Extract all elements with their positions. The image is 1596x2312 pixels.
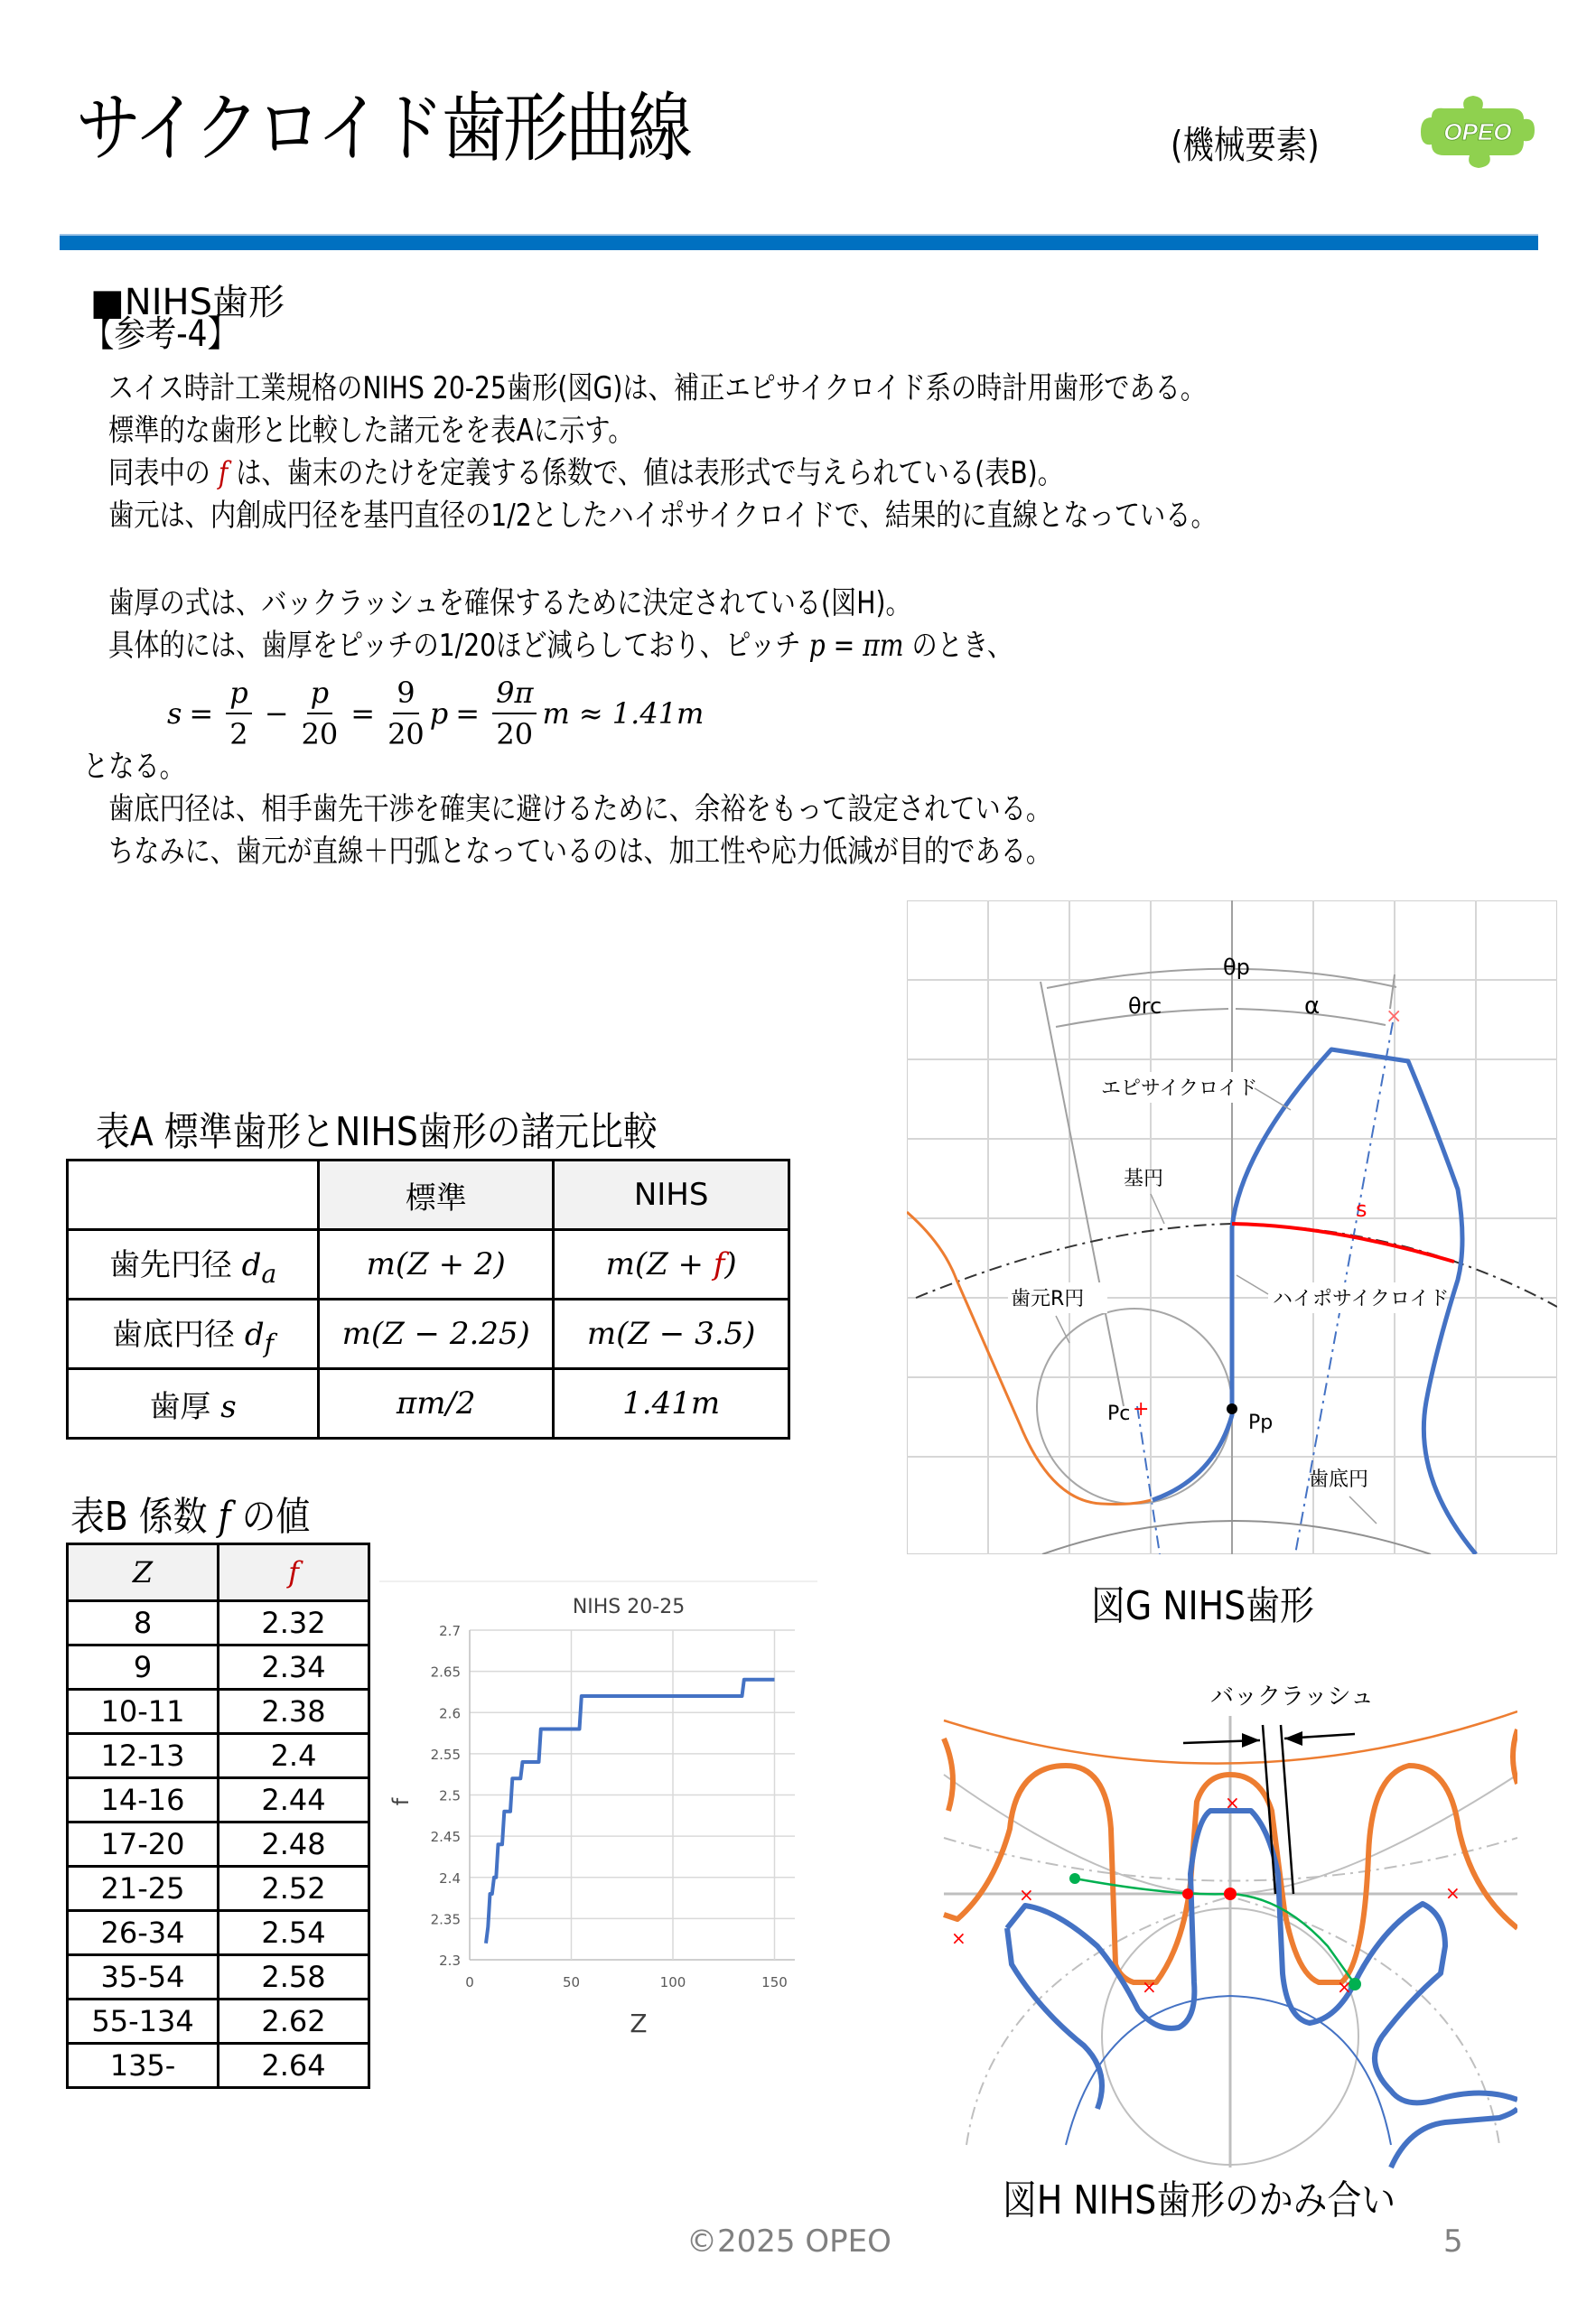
- y-tick-label: 2.35: [430, 1911, 461, 1928]
- text-line: 歯元は、内創成円径を基円直径の1/2としたハイポサイクロイドで、結果的に直線となっている。: [108, 498, 1217, 534]
- y-tick-label: 2.3: [439, 1953, 461, 1969]
- table-row: [68, 1778, 369, 1823]
- y-tick-label: 2.65: [430, 1664, 461, 1681]
- fraction: [226, 673, 251, 754]
- f-cell: 2.58: [219, 1955, 369, 2000]
- y-tick-labels: [431, 1623, 461, 1969]
- x-axis-label: Z: [630, 2009, 648, 2038]
- f-cell: 2.54: [219, 1911, 369, 1955]
- f-cell: 2.32: [219, 1601, 369, 1645]
- pitch-point: [1224, 1888, 1237, 1900]
- z-cell: 21-25: [68, 1867, 219, 1911]
- series-line-f: [486, 1680, 775, 1944]
- subscript: f: [264, 1328, 275, 1358]
- table-row: [68, 1645, 369, 1690]
- formula-term: p: [429, 696, 449, 731]
- reference-label: 【参考-4】: [83, 313, 238, 355]
- chart-title: NIHS 20-25: [572, 1596, 686, 1618]
- cell: m(Z + 2): [319, 1230, 554, 1300]
- header-cell: f: [219, 1544, 369, 1601]
- equals-sign: =: [350, 696, 376, 731]
- f-cell: 2.52: [219, 1867, 369, 1911]
- page-title: サイクロイド歯形曲線: [76, 84, 690, 172]
- x-mark-icon: ×: [1337, 1976, 1352, 1998]
- x-mark-icon: ×: [1445, 1882, 1461, 1904]
- figure-g-nihs-tooth-profile: [907, 900, 1557, 1554]
- contact-start-point: [1069, 1873, 1080, 1884]
- table-header-row: [68, 1161, 789, 1230]
- arrow-head-icon: [1242, 1733, 1260, 1748]
- logo-text: OPEO: [1443, 118, 1512, 145]
- label-base-circle: 基円: [1124, 1168, 1164, 1190]
- z-cell: 135-: [68, 2044, 219, 2088]
- table-row: [68, 1867, 369, 1911]
- paragraph-3: [108, 788, 1051, 873]
- y-tick-label: 2.6: [439, 1705, 461, 1722]
- row-label: [68, 1300, 319, 1369]
- header-cell: Z: [68, 1544, 219, 1601]
- y-tick-label: 2.4: [439, 1869, 461, 1887]
- row-label: [68, 1230, 319, 1300]
- arrow-head-icon: [1284, 1731, 1302, 1746]
- paragraph-2: [108, 583, 1013, 667]
- table-row: [68, 2000, 369, 2044]
- addendum-mark-icon: ×: [1386, 1005, 1403, 1028]
- y-tick-label: 2.45: [430, 1829, 461, 1846]
- x-tick-label: 150: [761, 1974, 788, 1990]
- tooth-thickness-formula: [167, 668, 704, 759]
- equals-sign: =: [189, 696, 214, 731]
- table-row: [68, 1230, 789, 1300]
- z-cell: 35-54: [68, 1955, 219, 2000]
- heading-bullet: ■: [90, 282, 125, 323]
- x-mark-icon: ×: [1142, 1976, 1157, 1998]
- text-line: 歯底円径は、相手歯先干渉を確実に避けるために、余裕をもって設定されている。: [108, 791, 1052, 827]
- text-span: 同表中の: [108, 455, 219, 491]
- label-theta-rc: θrc: [1128, 993, 1162, 1019]
- heading-text: NIHS歯形: [124, 282, 285, 323]
- caption-text: 表B 係数: [70, 1494, 219, 1540]
- y-tick-label: 2.5: [439, 1787, 461, 1804]
- table-row: [68, 1369, 789, 1439]
- label-s: s: [1356, 1197, 1367, 1222]
- text-span: のとき、: [903, 628, 1013, 664]
- denominator: 20: [301, 717, 339, 751]
- table-row: [68, 1911, 369, 1955]
- z-cell: 17-20: [68, 1823, 219, 1867]
- table-row: [68, 1823, 369, 1867]
- figure-g-caption: 図G NIHS歯形: [1091, 1583, 1314, 1629]
- denominator: 20: [496, 717, 534, 751]
- table-b: [66, 1543, 370, 2089]
- symbol: s: [220, 1388, 237, 1425]
- z-cell: 55-134: [68, 2000, 219, 2044]
- formula-lhs: s: [167, 696, 182, 731]
- text-span: 具体的には、歯厚をピッチの1/20ほど減らしており、ピッチ: [108, 628, 809, 664]
- x-tick-label: 50: [562, 1974, 581, 1990]
- table-row: [68, 1300, 789, 1369]
- conclusion-text: となる。: [83, 749, 185, 785]
- cell: m(Z − 2.25): [319, 1300, 554, 1369]
- equals-sign: =: [455, 696, 481, 731]
- x-tick-label: 0: [465, 1974, 474, 1990]
- variable-f: f: [713, 1246, 725, 1282]
- f-cell: 2.62: [219, 2000, 369, 2044]
- small-gear-teeth: [1007, 1811, 1517, 2109]
- point-pc-icon: +: [1133, 1398, 1150, 1421]
- label-root-r-circle: 歯元R円: [1011, 1288, 1085, 1310]
- minus-sign: −: [264, 696, 289, 731]
- text-line: ちなみに、歯元が直線＋円弧となっているのは、加工性や応力低減が目的である。: [108, 834, 1052, 870]
- y-axis-label: f: [388, 1797, 414, 1806]
- fraction: [387, 673, 425, 754]
- figure-h-gear-mesh: [939, 1675, 1517, 2181]
- contact-point: [1182, 1888, 1193, 1899]
- z-cell: 26-34: [68, 1911, 219, 1955]
- cell-text: ): [724, 1246, 737, 1282]
- point-pp: [1227, 1403, 1237, 1414]
- subscript: a: [261, 1258, 277, 1289]
- title-underline-bar: [60, 234, 1538, 250]
- x-mark-icon: ×: [1225, 1792, 1240, 1813]
- table-row: [68, 2044, 369, 2088]
- variable-f: f: [218, 455, 229, 491]
- f-vs-z-chart: [379, 1580, 817, 2050]
- x-mark-icon: ×: [1019, 1884, 1034, 1906]
- cell: [554, 1230, 789, 1300]
- f-cell: 2.44: [219, 1778, 369, 1823]
- symbol: d: [241, 1247, 262, 1284]
- base-circle-small: [966, 1897, 1499, 2145]
- figure-h-caption: 図H NIHS歯形のかみ合い: [1003, 2177, 1396, 2223]
- text-line: [108, 625, 1013, 667]
- page-category: (機械要素): [1171, 123, 1320, 167]
- f-cell: 2.4: [219, 1734, 369, 1778]
- table-row: [68, 1601, 369, 1645]
- z-cell: 12-13: [68, 1734, 219, 1778]
- label-pp: Pp: [1248, 1412, 1274, 1434]
- label-theta-p: θp: [1223, 955, 1250, 980]
- table-row: [68, 1734, 369, 1778]
- backlash-line-right: [1281, 1725, 1293, 1894]
- f-cell: 2.48: [219, 1823, 369, 1867]
- formula-term: m: [542, 696, 570, 731]
- label-alpha: α: [1304, 993, 1321, 1020]
- z-cell: 8: [68, 1601, 219, 1645]
- table-a: [66, 1159, 790, 1440]
- y-tick-label: 2.7: [439, 1623, 461, 1639]
- fraction: [302, 673, 339, 754]
- z-cell: 9: [68, 1645, 219, 1690]
- denominator: 20: [387, 717, 425, 751]
- page-number: 5: [1443, 2223, 1463, 2260]
- label-root-circle: 歯底円: [1309, 1468, 1369, 1491]
- f-cell: 2.34: [219, 1645, 369, 1690]
- numerator: p: [307, 673, 332, 714]
- copyright: ©2025 OPEO: [686, 2223, 891, 2260]
- header-cell: [68, 1161, 319, 1230]
- text-line: 歯厚の式は、バックラッシュを確保するために決定されている(図H)。: [108, 585, 911, 621]
- label-text: 歯厚: [149, 1388, 211, 1425]
- cell-text: m(Z +: [605, 1246, 714, 1282]
- table-a-caption: 表A 標準歯形とNIHS歯形の諸元比較: [96, 1109, 658, 1155]
- numerator: 9: [393, 673, 418, 714]
- label-text: 歯先円径: [108, 1247, 232, 1284]
- text-line: [108, 452, 1217, 495]
- denominator: 2: [229, 717, 248, 751]
- formula-result: ≈ 1.41m: [578, 696, 705, 731]
- z-cell: 14-16: [68, 1778, 219, 1823]
- label-epicycloid: エピサイクロイド: [1101, 1077, 1258, 1100]
- x-tick-labels: [465, 1974, 788, 1990]
- root-circle-small: [1066, 1996, 1391, 2145]
- opeo-logo: [1414, 90, 1540, 172]
- z-cell: 10-11: [68, 1690, 219, 1734]
- symbol: d: [244, 1317, 265, 1354]
- text-line: 標準的な歯形と比較した諸元をを表Aに示す。: [108, 413, 634, 449]
- x-tick-label: 100: [659, 1974, 686, 1990]
- header-cell: NIHS: [554, 1161, 789, 1230]
- label-backlash: バックラッシュ: [1210, 1683, 1374, 1711]
- f-cell: 2.64: [219, 2044, 369, 2088]
- row-label: [68, 1369, 319, 1439]
- label-hypocycloid: ハイポサイクロイド: [1273, 1288, 1450, 1310]
- label-pc: Pc: [1107, 1403, 1131, 1425]
- caption-text: の値: [230, 1494, 311, 1540]
- table-header-row: [68, 1544, 369, 1601]
- table-row: [68, 1955, 369, 2000]
- f-cell: 2.38: [219, 1690, 369, 1734]
- paragraph-1: [108, 368, 1217, 537]
- numerator: 9π: [492, 673, 537, 714]
- variable-f: f: [218, 1494, 231, 1540]
- puzzle-logo-icon: [1414, 90, 1540, 172]
- header-cell: 標準: [319, 1161, 554, 1230]
- cell: m(Z − 3.5): [554, 1300, 789, 1369]
- table-row: [68, 1690, 369, 1734]
- numerator: p: [226, 673, 251, 714]
- fraction: [492, 673, 537, 754]
- table-b-caption: [70, 1484, 310, 1542]
- cell: πm/2: [319, 1369, 554, 1439]
- cell: 1.41m: [554, 1369, 789, 1439]
- x-mark-icon: ×: [951, 1927, 966, 1949]
- section-heading: [90, 274, 285, 325]
- y-tick-label: 2.55: [430, 1746, 461, 1763]
- label-text: 歯底円径: [112, 1317, 236, 1354]
- pitch-equation: p = πm: [808, 628, 904, 664]
- text-line: スイス時計工業規格のNIHS 20-25歯形(図G)は、補正エピサイクロイド系の時計用歯形である。: [108, 370, 1207, 406]
- text-span: は、歯末のたけを定義する係数で、値は表形式で与えられている(表B)。: [228, 455, 1063, 491]
